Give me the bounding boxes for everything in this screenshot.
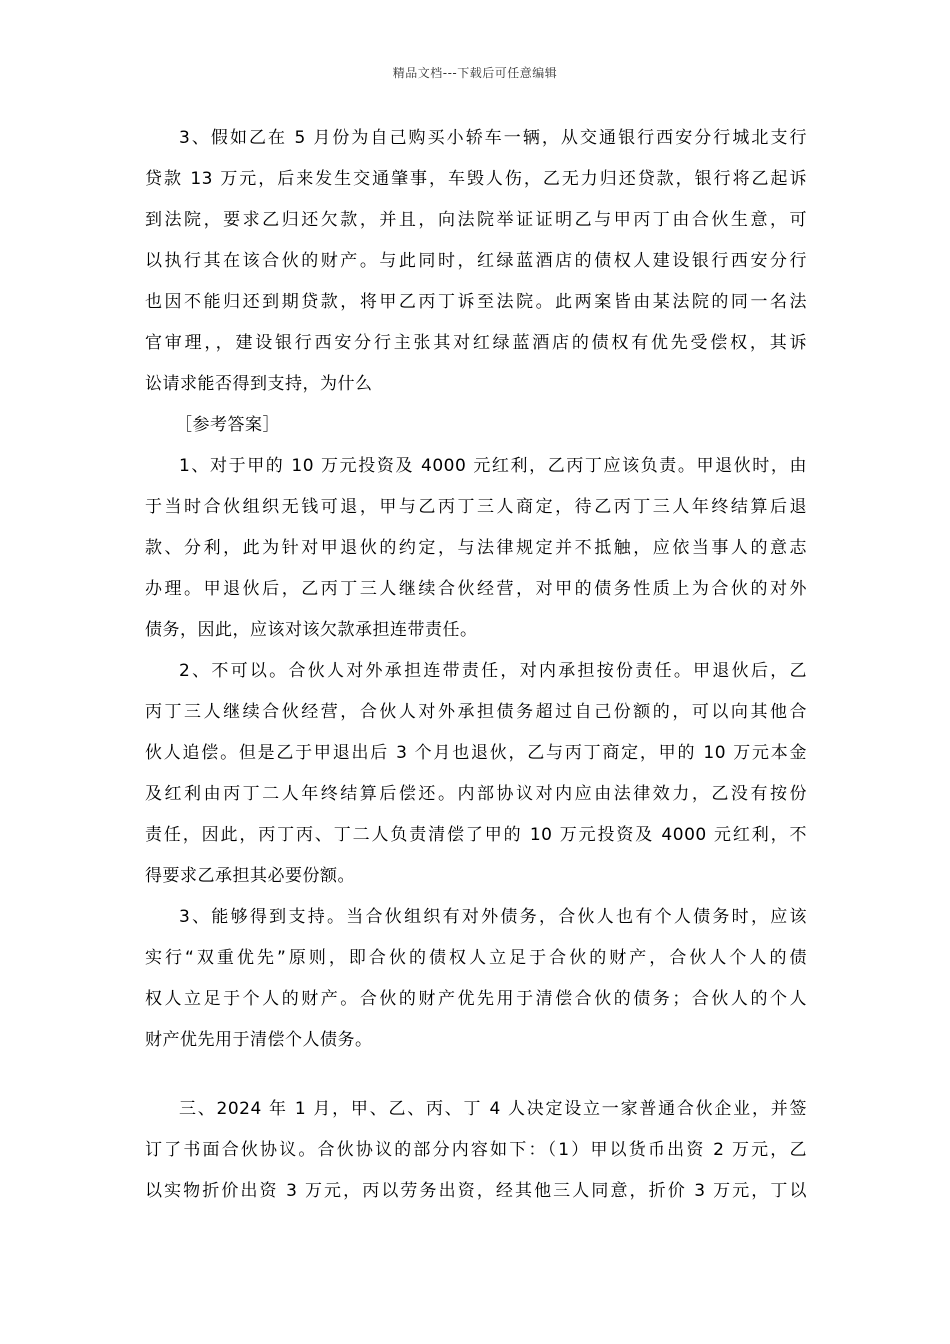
text-line: 责任，因此，丙丁丙、丁二人负责清偿了甲的 10 万元投资及 4000 元红利，不 (145, 825, 807, 845)
text-line: 伙人追偿。但是乙于甲退出后 3 个月也退伙，乙与丙丁商定，甲的 10 万元本金 (145, 743, 807, 763)
text-line: 以实物折价出资 3 万元，丙以劳务出资，经其他三人同意，折价 3 万元，丁以 (145, 1181, 807, 1201)
text-line: 到法院，要求乙归还欠款，并且，向法院举证证明乙与甲丙丁由合伙生意，可 (145, 210, 807, 230)
page-header: 精品文档---下载后可任意编辑 (392, 66, 558, 80)
text-line: 三、2024 年 1 月，甲、乙、丙、丁 4 人决定设立一家普通合伙企业，并签 (179, 1099, 807, 1119)
text-line: 贷款 13 万元，后来发生交通肇事，车毁人伤，乙无力归还贷款，银行将乙起诉 (145, 169, 807, 189)
text-line: 款、分利，此为针对甲退伙的约定，与法律规定并不抵触，应依当事人的意志 (145, 538, 807, 558)
reference-answer-heading (145, 411, 807, 452)
document-body (145, 124, 807, 1218)
paragraph-answer-1 (145, 452, 807, 657)
text-line: 1、对于甲的 10 万元投资及 4000 元红利，乙丙丁应该负责。甲退伙时，由 (179, 456, 807, 476)
text-line: 及红利由丙丁二人年终结算后偿还。内部协议对内应由法律效力，乙没有按份 (145, 784, 807, 804)
paragraph-gap (145, 1067, 807, 1095)
text-line: 于当时合伙组织无钱可退，甲与乙丙丁三人商定，待乙丙丁三人年终结算后退 (145, 497, 807, 517)
text-line: 3、能够得到支持。当合伙组织有对外债务，合伙人也有个人债务时，应该 (179, 907, 807, 927)
text-line: 得要求乙承担其必要份额。 (145, 866, 355, 886)
text-line: 实行“双重优先”原则，即合伙的债权人立足于合伙的财产，合伙人个人的债 (145, 948, 807, 968)
text-line: 订了书面合伙协议。合伙协议的部分内容如下：（1）甲以货币出资 2 万元，乙 (145, 1140, 807, 1160)
text-line: 办理。甲退伙后，乙丙丁三人继续合伙经营，对甲的债务性质上为合伙的对外 (145, 579, 807, 599)
text-line: ［参考答案］ (175, 415, 280, 435)
text-line: 丙丁三人继续合伙经营，合伙人对外承担债务超过自己份额的，可以向其他合 (145, 702, 807, 722)
paragraph-answer-3 (145, 903, 807, 1067)
text-line: 债务，因此，应该对该欠款承担连带责任。 (145, 620, 478, 640)
text-line: 官审理，，建设银行西安分行主张其对红绿蓝酒店的债权有优先受偿权，其诉 (145, 333, 807, 353)
text-line: 讼请求能否得到支持，为什么 (145, 374, 373, 394)
text-line: 3、假如乙在 5 月份为自己购买小轿车一辆，从交通银行西安分行城北支行 (179, 128, 807, 148)
text-line: 财产优先用于清偿个人债务。 (145, 1030, 373, 1050)
paragraph-case-three (145, 1095, 807, 1218)
text-line: 以执行其在该合伙的财产。与此同时，红绿蓝酒店的债权人建设银行西安分行 (145, 251, 807, 271)
text-line: 2、不可以。合伙人对外承担连带责任，对内承担按份责任。甲退伙后，乙 (179, 661, 807, 681)
text-line: 权人立足于个人的财产。合伙的财产优先用于清偿合伙的债务；合伙人的个人 (145, 989, 807, 1009)
text-line: 也因不能归还到期贷款，将甲乙丙丁诉至法院。此两案皆由某法院的同一名法 (145, 292, 807, 312)
paragraph-question-3 (145, 124, 807, 411)
paragraph-answer-2 (145, 657, 807, 903)
